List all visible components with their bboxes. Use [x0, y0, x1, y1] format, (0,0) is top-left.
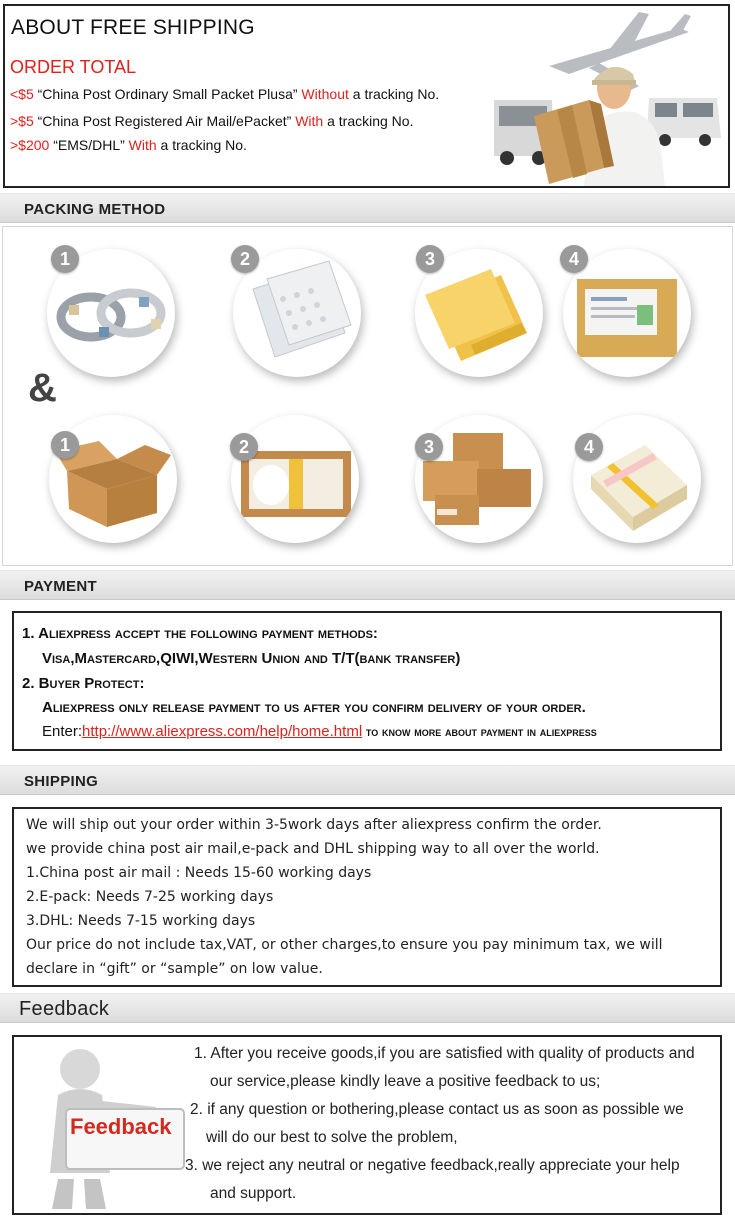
packing-method-title: PACKING METHOD	[24, 201, 166, 218]
feedback-title: Feedback	[19, 998, 110, 1020]
tracking-flag: With	[295, 113, 324, 129]
packing-method-panel	[2, 226, 733, 566]
step-number-badge: 4	[560, 245, 588, 273]
buyer-protect-text: Aliexpress only release payment to us after you confirm delivery of your order.	[42, 699, 586, 716]
price-threshold: >$200	[10, 137, 50, 153]
payment-help-line	[42, 723, 597, 740]
payment-title: PAYMENT	[24, 578, 97, 595]
step-number-badge: 1	[51, 245, 79, 273]
buyer-protect-heading: 2. Buyer Protect:	[22, 675, 145, 692]
tracking-flag: With	[128, 137, 157, 153]
free-shipping-title: ABOUT FREE SHIPPING	[11, 16, 255, 39]
step-number-badge: 2	[230, 433, 258, 461]
shipping-header	[0, 765, 735, 795]
shipping-rule-row	[10, 113, 413, 129]
shipping-info-line: Our price do not include tax,VAT, or other charges,to ensure you pay minimum tax, we will	[26, 937, 663, 953]
shipping-info-line: declare in “gift” or “sample” on low value.	[26, 961, 323, 977]
shipping-info-line: we provide china post air mail,e-pack and DHL shipping way to all over the world.	[26, 841, 600, 857]
payment-help-suffix: to know more about payment in aliexpress	[362, 724, 597, 739]
feedback-line: will do our best to solve the problem,	[206, 1129, 458, 1146]
shipping-info-line: 3.DHL: Needs 7-15 working days	[26, 913, 256, 929]
tracking-flag: Without	[301, 86, 349, 102]
payment-methods-list: Visa,Mastercard,QIWI,Western Union and T/T(bank transfer)	[42, 650, 461, 667]
step-number-badge: 2	[231, 245, 259, 273]
free-shipping-panel	[3, 4, 730, 188]
feedback-line: 2. if any question or bothering,please contact us as soon as possible we	[190, 1101, 684, 1118]
feedback-line: and support.	[210, 1185, 297, 1202]
shipping-service: “China Post Registered Air Mail/ePacket”	[33, 113, 296, 129]
tracking-suffix: a tracking No.	[348, 86, 440, 102]
shipping-title: SHIPPING	[24, 773, 99, 790]
step-number-badge: 1	[51, 431, 79, 459]
packing-method-header	[0, 193, 735, 223]
courier-delivery-illustration	[489, 8, 729, 186]
shipping-rule-row	[10, 137, 247, 153]
price-threshold: <$5	[10, 86, 34, 102]
tracking-suffix: a tracking No.	[323, 113, 414, 129]
feedback-header	[0, 993, 735, 1023]
shipping-info-line: 1.China post air mail : Needs 15-60 working days	[26, 865, 372, 881]
ampersand-separator: &	[28, 366, 57, 410]
shipping-info-line: We will ship out your order within 3-5work days after aliexpress confirm the order.	[26, 817, 602, 833]
feedback-line: 3. we reject any neutral or negative feedback,really appreciate your help	[185, 1157, 680, 1174]
order-total-label: ORDER TOTAL	[10, 57, 137, 77]
step-number-badge: 3	[416, 245, 444, 273]
feedback-line: our service,please kindly leave a positive feedback to us;	[210, 1073, 601, 1090]
payment-help-link[interactable]: http://www.aliexpress.com/help/home.html	[82, 723, 363, 740]
enter-label: Enter:	[42, 723, 83, 740]
feedback-sign-text: Feedback	[70, 1114, 172, 1139]
shipping-service: “EMS/DHL”	[49, 137, 129, 153]
step-number-badge: 4	[575, 433, 603, 461]
shipping-service: “China Post Ordinary Small Packet Plusa”	[33, 86, 302, 102]
price-threshold: >$5	[10, 113, 34, 129]
shipping-info-line: 2.E-pack: Needs 7-25 working days	[26, 889, 274, 905]
feedback-line: 1. After you receive goods,if you are satisfied with quality of products and	[194, 1045, 695, 1062]
payment-panel	[12, 611, 722, 751]
feedback-panel	[12, 1035, 722, 1215]
step-number-badge: 3	[415, 433, 443, 461]
shipping-rule-row	[10, 86, 439, 102]
tracking-suffix: a tracking No.	[156, 137, 247, 153]
payment-header	[0, 570, 735, 600]
shipping-info-panel	[12, 807, 722, 987]
payment-methods-heading: 1. Aliexpress accept the following payment methods:	[22, 625, 378, 642]
